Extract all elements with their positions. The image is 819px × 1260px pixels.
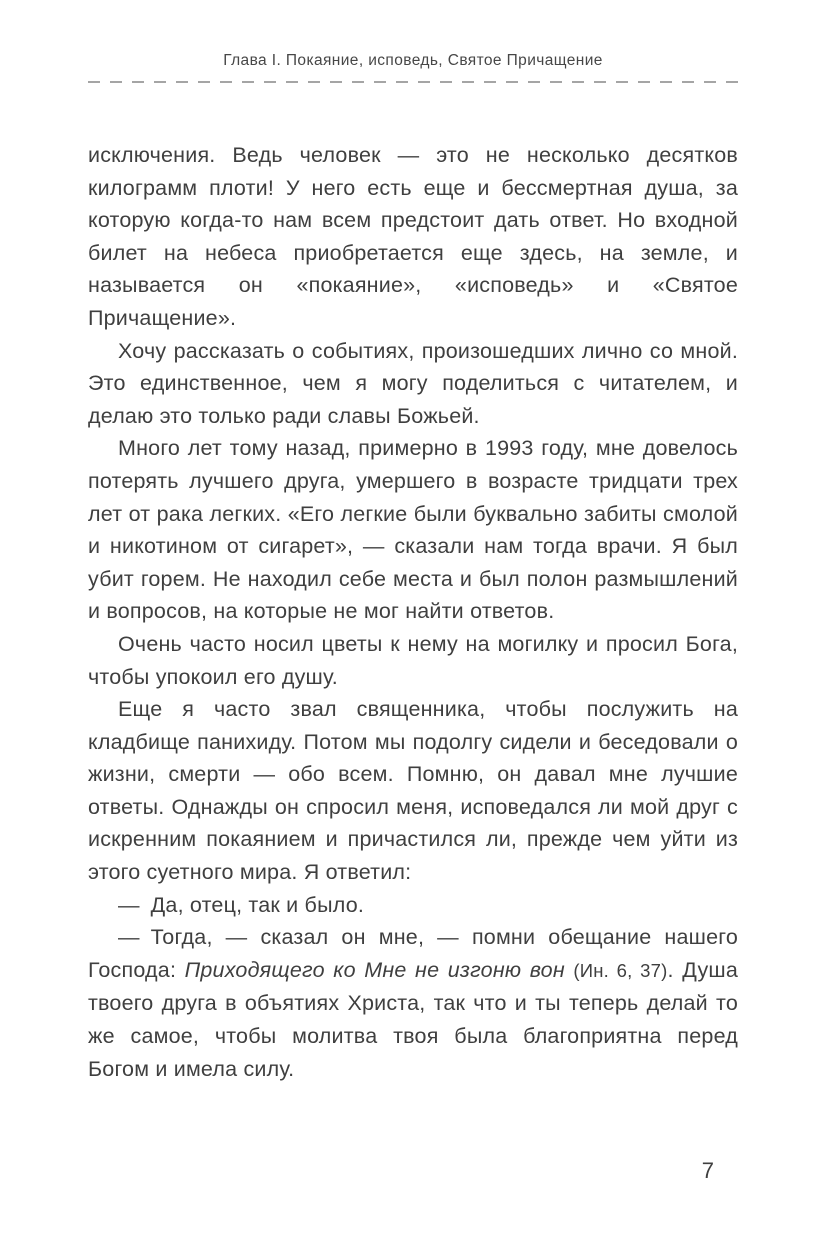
text-segment: . Душа твоего друга в объятиях Христа, так что и ты теперь делай то же самое, чтобы молитва твоя была благоприятна перед Богом и имела силу. xyxy=(88,957,738,1081)
text-segment: Приходящего ко Мне не изгоню вон xyxy=(184,957,565,982)
paragraph xyxy=(88,693,738,889)
header-divider xyxy=(88,81,738,83)
text-segment: Много лет тому назад, примерно в 1993 году, мне довелось потерять лучшего друга, умершего в возрасте тридцати трех лет от рака легких. «Его легкие были буквально забиты смолой и никотином от сигарет», — сказали нам тогда врачи. Я был убит горем. Не находил себе места и был полон размышлений и вопросов, на которые не мог найти ответов. xyxy=(88,436,738,624)
text-segment: Еще я часто звал священника, чтобы послужить на кладбище панихиду. Потом мы подолгу сидели и беседовали о жизни, смерти — обо всем. Помню, он давал мне лучшие ответы. Однажды он спросил меня, исповедался ли мой друг с искренним покаянием и причастился ли, прежде чем уйти из этого суетного мира. Я ответил: xyxy=(88,697,738,885)
paragraph xyxy=(88,139,738,335)
paragraph xyxy=(88,921,738,1085)
text-segment: (Ин. 6, 37) xyxy=(573,959,668,981)
text-segment: Очень часто носил цветы к нему на могилку и просил Бога, чтобы упокоил его душу. xyxy=(88,631,738,689)
text-segment: — Да, отец, так и было. xyxy=(118,892,365,917)
paragraph xyxy=(88,432,738,628)
text-segment: Хочу рассказать о событиях, произошедших лично со мной. Это единственное, чем я могу поделиться с читателем, и делаю это только ради славы Божьей. xyxy=(88,338,738,428)
chapter-running-head: Глава I. Покаяние, исповедь, Святое Причащение xyxy=(223,52,603,69)
text-segment: исключения. Ведь человек — это не несколько десятков килограмм плоти! У него есть еще и бессмертная душа, за которую когда-то нам всем предстоит дать ответ. Но входной билет на небеса приобретается еще здесь, на земле, и называется он «покаяние», «исповедь» и «Святое Причащение». xyxy=(88,143,738,330)
text-segment: — Тогда, — сказал он мне, — помни обещание нашего Господа: xyxy=(88,925,738,982)
paragraph xyxy=(88,335,738,433)
page-number: 7 xyxy=(701,1158,714,1183)
page-body xyxy=(88,139,738,1085)
paragraph xyxy=(88,628,738,693)
paragraph xyxy=(88,889,738,922)
